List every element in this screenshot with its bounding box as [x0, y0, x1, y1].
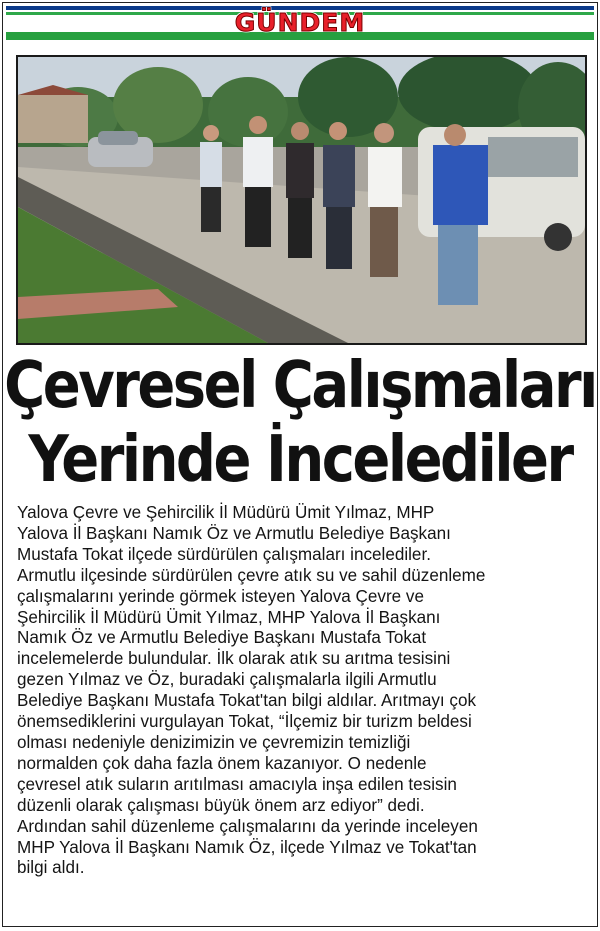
article-body	[17, 503, 593, 879]
article-line: Mustafa Tokat ilçede sürdürülen çalışmaları incelediler.	[17, 544, 431, 564]
article-line: olması nedeniyle denizimizin ve çevremizin temizliği	[17, 732, 411, 752]
article-line: MHP Yalova İl Başkanı Namık Öz, ilçede Yılmaz ve Tokat'tan	[17, 837, 477, 857]
article-line: Yalova Çevre ve Şehircilik İl Müdürü Ümit Yılmaz, MHP	[17, 503, 435, 522]
article-line: incelemelerde bulundular. İlk olarak atık su arıtma tesisini	[17, 649, 451, 669]
article-line: Belediye Başkanı Mustafa Tokat'tan bilgi aldılar. Arıtmayı çok	[17, 691, 477, 711]
article-line: önemsediklerini vurgulayan Tokat, “İlçemiz bir turizm beldesi	[17, 712, 472, 732]
article-line: Namık Öz ve Armutlu Belediye Başkanı Mustafa Tokat	[17, 628, 427, 648]
article-line: Şehircilik İl Müdürü Ümit Yılmaz, MHP Yalova İl Başkanı	[17, 607, 441, 627]
article-line: gezen Yılmaz ve Öz, buradaki çalışmalarla ilgili Armutlu	[17, 670, 437, 690]
article-line: Armutlu ilçesinde sürdürülen çevre atık su ve sahil düzenleme	[17, 565, 486, 585]
section-banner	[6, 6, 594, 40]
article-line: çevresel atık suların arıtılması amacıyla inşa edilen tesisin	[17, 774, 457, 794]
article-line: Ardından sahil düzenleme çalışmalarını da yerinde inceleyen	[17, 816, 478, 836]
news-photo	[16, 55, 587, 345]
article-line: çalışmalarını yerinde görmek isteyen Yalova Çevre ve	[17, 586, 424, 606]
section-title: GÜNDEM	[234, 8, 366, 37]
headline-line-1: Çevresel Çalışmaları	[4, 348, 596, 423]
article-line: normalden çok daha fazla önem kazanıyor. O nedenle	[17, 753, 427, 773]
newspaper-clipping	[2, 2, 598, 927]
article-line: Yalova İl Başkanı Namık Öz ve Armutlu Belediye Başkanı	[17, 523, 451, 543]
article-line: bilgi aldı.	[17, 858, 85, 878]
article-line: düzenli olarak çalışması büyük önem arz ediyor” dedi.	[17, 795, 425, 815]
headline-line-2: Yerinde İncelediler	[28, 422, 572, 497]
